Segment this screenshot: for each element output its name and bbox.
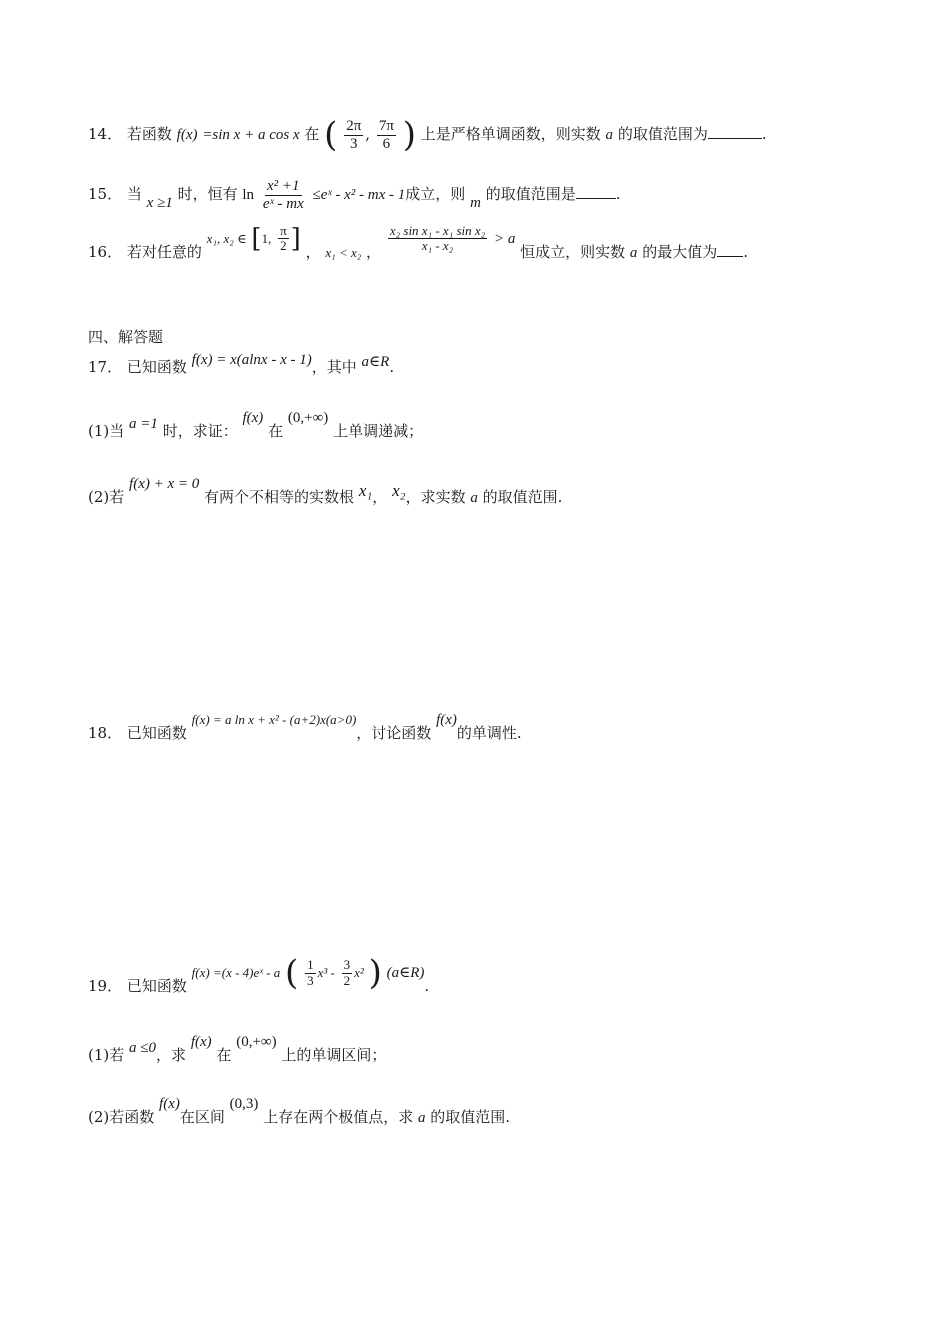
q14-post: 上是严格单调函数，则实数 — [420, 125, 601, 143]
q17-p1-in: 在 — [268, 422, 284, 440]
q17-p1-label: (1)当 — [88, 422, 125, 440]
q19-lparen: ( — [285, 953, 299, 993]
q15-mid2: 成立，则 — [405, 185, 466, 203]
q15-rhs: ≤eˣ - x² - mx - 1 — [312, 187, 406, 203]
q15-number: 15． — [88, 185, 123, 203]
q19-end: . — [424, 977, 430, 995]
q15-frac: $\frac{\text{x² +1}}{\text{eˣ - mx}}$ — [262, 178, 304, 212]
q16-number: 16． — [88, 242, 123, 261]
q19-p2-f: f(x) — [159, 1096, 180, 1112]
q19-p1-post: 上的单调区间； — [281, 1046, 387, 1064]
q14-post2: 的取值范围为 — [617, 125, 708, 143]
q14-frac-b: $\frac{7\pi}{6}$ — [378, 118, 394, 152]
q14-lparen: ( — [324, 115, 338, 155]
q17-p2-label: (2)若 — [88, 488, 125, 506]
q19-p1-cond: a ≤0 — [129, 1040, 157, 1056]
q17-p1-mid: 时，求证： — [162, 422, 238, 440]
q19-p1-label: (1)若 — [88, 1046, 125, 1064]
q18-post: 的单调性. — [456, 724, 522, 742]
q16-frac: $\frac{\text{x₂ sin x₁ - x₁ sin x₂}}{\text{x₁ - x₂}}$ — [389, 223, 486, 254]
q16-post: 恒成立，则实数 — [520, 242, 626, 261]
q18-number: 18． — [88, 724, 123, 742]
q17-p1-int: (0,+∞) — [287, 410, 329, 426]
q16-gt: > a — [493, 230, 516, 247]
q17-p1-f: f(x) — [242, 410, 264, 426]
question-18 — [88, 712, 522, 743]
q19-number: 19． — [88, 977, 123, 995]
q16-end: . — [743, 242, 748, 261]
q18-mid: ，讨论函数 — [356, 724, 432, 742]
q16-comma: ， — [305, 242, 321, 261]
q14-f-rhs: =sin x + a cos x — [202, 127, 300, 143]
q14-f-lhs: f(x) — [176, 127, 198, 143]
q14-var: a — [605, 127, 614, 143]
question-17 — [88, 352, 395, 377]
q17-p1-post: 上单调递减； — [333, 422, 424, 440]
q16-post2: 的最大值为 — [642, 242, 718, 261]
q19-mid-a: x³ - — [317, 965, 335, 980]
q19-frac1: $\frac{1}{3}$ — [307, 957, 314, 988]
question-16 — [88, 223, 748, 268]
q17-p2-sep: ， — [372, 488, 388, 506]
q19-p2-post: 上存在两个极值点，求 — [263, 1108, 414, 1126]
q14-blank — [708, 137, 762, 139]
q19-func-a: f(x) =(x - 4)eˣ - a — [191, 965, 281, 980]
q16-rbracket: ] — [290, 223, 301, 254]
q17-mid: ，其中 — [311, 358, 357, 376]
q16-lbracket: [ — [251, 223, 262, 254]
q19-p1-mid: ，求 — [156, 1046, 187, 1064]
q17-p2-x1: x₁ — [358, 481, 373, 500]
q16-int-lo: 1, — [261, 230, 272, 246]
q17-p2-eq: f(x) + x = 0 — [129, 476, 200, 492]
q17-p2-post: ，求实数 — [405, 488, 466, 506]
q15-when: 当 — [126, 185, 142, 203]
q19-frac2: $\frac{3}{2}$ — [343, 957, 351, 988]
q17-pre: 已知函数 — [126, 358, 187, 376]
q16-frac-hi: $\frac{\pi}{2}$ — [280, 223, 287, 254]
q19-pre: 已知函数 — [126, 977, 187, 995]
q15-mid1: 时，恒有 — [177, 185, 238, 203]
q17-func: f(x) = x(alnx - x - 1) — [191, 352, 312, 368]
q19-p2-int: (0,3) — [229, 1096, 259, 1112]
q14-text: 若函数 — [126, 125, 172, 143]
q14-in: 在 — [304, 125, 320, 143]
q17-cond: a∈R — [361, 354, 390, 370]
q15-var: m — [470, 195, 481, 211]
question-17-part-2 — [88, 476, 563, 507]
q17-p2-mid: 有两个不相等的实数根 — [204, 488, 355, 506]
section-heading: 四、解答题 — [88, 328, 164, 346]
q16-comma2: ， — [366, 242, 382, 261]
question-19 — [88, 953, 430, 1004]
q14-rparen: ) — [402, 115, 416, 155]
q17-end: . — [389, 358, 395, 376]
q16-set: x₁, x₂ ∈ — [206, 230, 247, 246]
question-19-part-2 — [88, 1096, 511, 1127]
question-15 — [88, 178, 621, 212]
q14-frac-a: $\frac{2\pi}{3}$ — [346, 118, 362, 152]
q18-func: f(x) = a ln x + x² - (a+2)x(a>0) — [191, 712, 357, 727]
q15-blank — [576, 197, 616, 199]
q14-number: 14． — [88, 125, 123, 143]
q17-p2-var: a — [470, 490, 478, 506]
q17-number: 17． — [88, 358, 123, 376]
q15-post: 的取值范围是 — [485, 185, 576, 203]
q16-blank — [717, 255, 743, 257]
q16-ineq: x₁ < x₂ — [325, 244, 362, 260]
question-19-part-1 — [88, 1034, 387, 1065]
question-17-part-1 — [88, 410, 424, 441]
q17-p1-cond: a =1 — [129, 416, 158, 432]
q19-p2-in: 在区间 — [179, 1108, 225, 1126]
q17-p2-x2: x₂ — [392, 481, 406, 500]
q15-end: . — [615, 185, 621, 203]
q19-cond: (a∈R) — [386, 965, 425, 981]
q18-pre: 已知函数 — [126, 724, 187, 742]
q19-p1-f: f(x) — [190, 1034, 212, 1050]
q16-var: a — [629, 244, 638, 261]
question-14: 14． 若函数 f(x) =sin x + a cos x 在 ( $\frac{2\pi}{3}$ , $\frac{7\pi}{6}$ ) 上是严格单调函数，则实数 a 的取值范围为 . — [88, 115, 767, 155]
q15-ln: ln — [242, 187, 255, 203]
q19-p1-in: 在 — [216, 1046, 232, 1064]
q19-p2-label: (2)若函数 — [88, 1108, 155, 1126]
q19-p1-int: (0,+∞) — [236, 1034, 277, 1050]
q19-p2-post2: 的取值范围. — [430, 1108, 511, 1126]
q19-mid-b: x² — [354, 965, 364, 980]
q19-p2-var: a — [417, 1110, 426, 1126]
q15-cond: x ≥1 — [146, 195, 173, 211]
q16-pre: 若对任意的 — [126, 242, 202, 261]
q14-end: . — [761, 125, 767, 143]
q19-rparen: ) — [368, 953, 382, 993]
q17-p2-post2: 的取值范围. — [482, 488, 563, 506]
q18-f: f(x) — [436, 712, 457, 728]
